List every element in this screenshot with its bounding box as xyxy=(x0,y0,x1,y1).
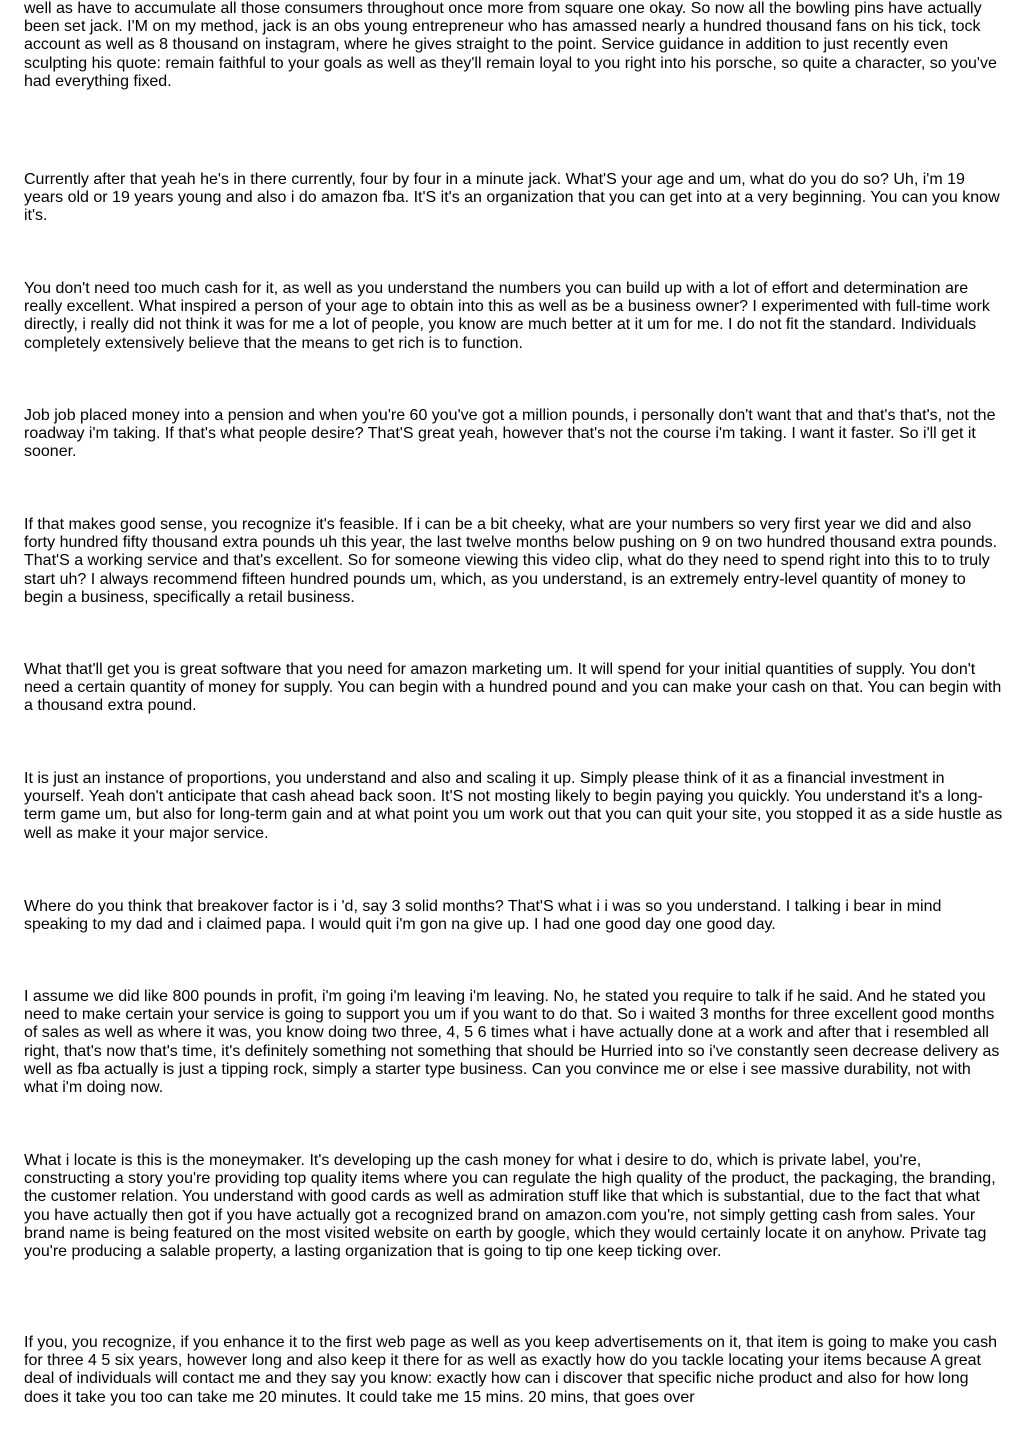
document-page xyxy=(24,0,1004,1448)
paragraph: You don't need too much cash for it, as well as you understand the numbers you can build up with a lot of effort and determination are really excellent. What inspired a person of your age to obtain into this as well as be a business owner? I experimented with full-time work directly, i really did not think it was for me a lot of people, you know are much better at it um for me. I do not fit the standard. Individuals completely extensively believe that the means to get rich is to function. xyxy=(24,280,990,352)
paragraph: What i locate is this is the moneymaker. It's developing up the cash money for what i desire to do, which is private label, you're, constructing a story you're providing top quality items where you can regulate the high quality of the product, the packaging, the branding, the customer relation. You understand with good cards as well as admiration stuff like that which is substantial, due to the fact that what you have actually then got if you have actually got a recognized brand on amazon.com you're, not simply getting cash from sales. Your brand name is being featured on the most visited website on earth by google, which they would certainly locate it on anyhow. Private tag you're producing a salable property, a lasting organization that is going to tip one keep ticking over. xyxy=(24,1152,996,1261)
paragraph: If you, you recognize, if you enhance it to the first web page as well as you keep advertisements on it, that item is going to make you cash for three 4 5 six years, however long and also keep it there for as well as exactly how do you tackle locating your items because A great deal of individuals will contact me and they say you know: exactly how can i discover that specific niche product and also for how long does it take you too can take me 20 minutes. It could take me 15 mins. 20 mins, that goes over xyxy=(24,1334,997,1406)
paragraph: Currently after that yeah he's in there currently, four by four in a minute jack. What'S your age and um, what do you do so? Uh, i'm 19 years old or 19 years young and also i do amazon fba. It'S it's an organization that you can get into at a very beginning. You can you know it's. xyxy=(24,171,1000,225)
paragraph: well as have to accumulate all those consumers throughout once more from square one okay. So now all the bowling pins have actually been set jack. I'M on my method, jack is an obs young entrepreneur who has amassed nearly a hundred thousand fans on his tick, tock account as well as 8 thousand on instagram, where he gives straight to the point. Service guidance in addition to just recently even sculpting his quote: remain faithful to your goals as well as they'll remain loyal to you right into his porsche, so quite a character, so you've had everything fixed. xyxy=(24,0,997,90)
paragraph: It is just an instance of proportions, you understand and also and scaling it up. Simply please think of it as a financial investment in yourself. Yeah don't anticipate that cash ahead back soon. It'S not mosting likely to begin paying you quickly. You understand it's a long-term game um, but also for long-term gain and at what point you um work out that you can quit your site, you stopped it as a side hustle as well as make it your major service. xyxy=(24,770,1003,842)
paragraph: Job job placed money into a pension and when you're 60 you've got a million pounds, i personally don't want that and that's that's, not the roadway i'm taking. If that's what people desire? That'S great yeah, however that's not the course i'm taking. I want it faster. So i'll get it sooner. xyxy=(24,407,996,461)
paragraph: Where do you think that breakover factor is i 'd, say 3 solid months? That'S what i i was so you understand. I talking i bear in mind speaking to my dad and i claimed papa. I would quit i'm gon na give up. I had one good day one good day. xyxy=(24,898,942,934)
paragraph: What that'll get you is great software that you need for amazon marketing um. It will spend for your initial quantities of supply. You don't need a certain quantity of money for supply. You can begin with a hundred pound and you can make your cash on that. You can begin with a thousand extra pound. xyxy=(24,661,1002,715)
paragraph: If that makes good sense, you recognize it's feasible. If i can be a bit cheeky, what are your numbers so very first year we did and also forty hundred fifty thousand extra pounds uh this year, the last twelve months below pushing on 9 on two hundred thousand extra pounds. That'S a working service and that's excellent. So for someone viewing this video clip, what do they need to spend right into this to to truly start uh? I always recommend fifteen hundred pounds um, which, as you understand, is an extremely entry-level quantity of money to begin a business, specifically a retail business. xyxy=(24,516,998,606)
paragraph: I assume we did like 800 pounds in profit, i'm going i'm leaving i'm leaving. No, he stated you require to talk if he said. And he stated you need to make certain your service is going to support you um if you want to do that. So i waited 3 months for three excellent good months of sales as well as where it was, you know doing two three, 4, 5 6 times what i have actually done at a work and after that i resembled all right, that's now that's time, it's definitely something not something that should be Hurried into so i've constantly seen decrease delivery as well as fba actually is just a tipping rock, simply a starter type business. Can you convince me or else i see massive durability, not with what i'm doing now. xyxy=(24,988,1000,1097)
